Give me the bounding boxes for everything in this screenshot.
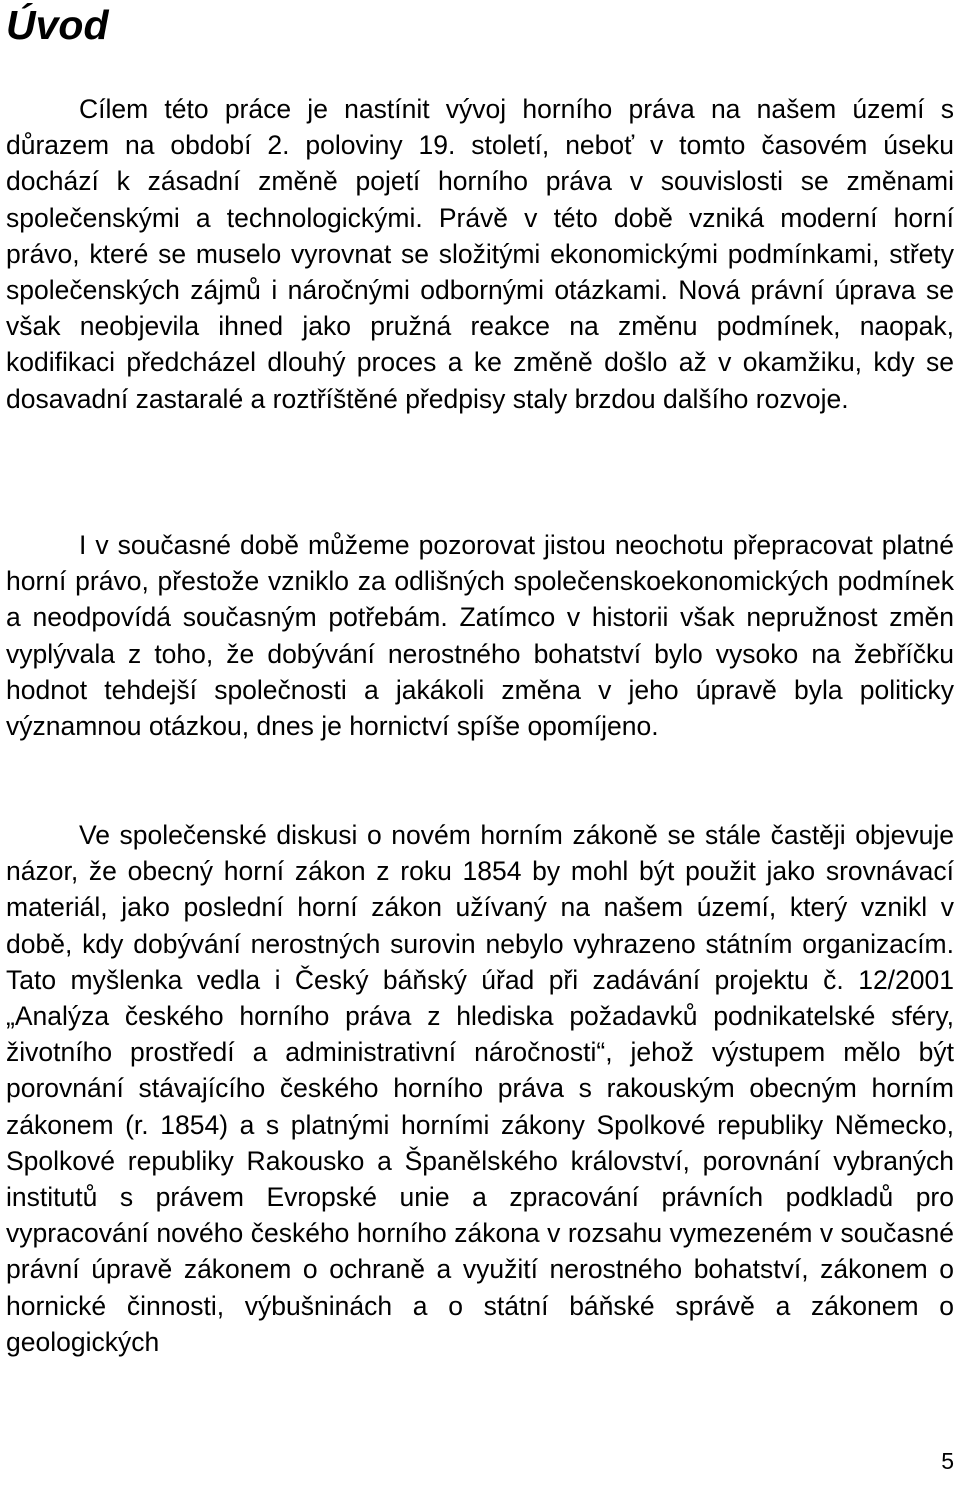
paragraph-present-day: I v současné době můžeme pozorovat jistou neochotu přepracovat platné horní právo, přestože vzniklo za odlišných společenskoekonomických podmínek a neodpovídá současným potřebám. Zatímco v historii však nepružnost změn vyplývala z toho, že dobývání nerostného bohatství bylo vysoko na žebříčku hodnot tehdejší společnosti a jakákoli změna v jeho úpravě byla politicky významnou otázkou, dnes je hornictví spíše opomíjeno.	[6, 530, 954, 742]
paragraph-intro: Cílem této práce je nastínit vývoj horního práva na našem území s důrazem na období 2. poloviny 19. století, neboť v tomto časovém úseku dochází k zásadní změně pojetí horního práva v souvislosti se změnami společenskými a technologickými. Právě v této době vzniká moderní horní právo, které se muselo vyrovnat se složitými ekonomickými podmínkami, střety společenských zájmů i náročnými odbornými otázkami. Nová právní úprava se však neobjevila ihned jako pružná reakce na změnu podmínek, naopak, kodifikaci předcházel dlouhý proces a ke změně došlo až v okamžiku, kdy se dosavadní zastaralé a roztříštěné předpisy staly brzdou dalšího rozvoje.	[6, 94, 954, 414]
paragraph-discussion: Ve společenské diskusi o novém horním zákoně se stále častěji objevuje názor, že obecný horní zákon z roku 1854 by mohl být použit jako srovnávací materiál, jako poslední horní zákon užívaný na našem území, který vznikl v době, kdy dobývání nerostných surovin nebylo vyhrazeno státním organizacím. Tato myšlenka vedla i Český báňský úřad při zadávání projektu č. 12/2001 „Analýza českého horního práva z hlediska požadavků podnikatelské sféry, životního prostředí a administrativní náročnosti“, jehož výstupem mělo být porovnání stávajícího českého horního práva s rakouským obecným horním zákonem (r. 1854) a s platnými horními zákony Spolkové republiky Německo, Spolkové republiky Rakousko a Španělského království, porovnání vybraných institutů s právem Evropské unie a zpracování právních podkladů pro vypracování nového českého horního zákona v rozsahu vymezeném v současné právní úpravě zákonem o ochraně a využití nerostného bohatství, zákonem o hornické činnosti, výbušninách a o státní báňské správě a zákonem o geologických	[6, 820, 954, 1357]
page-title: Úvod	[6, 2, 109, 48]
page-number: 5	[941, 1448, 954, 1474]
